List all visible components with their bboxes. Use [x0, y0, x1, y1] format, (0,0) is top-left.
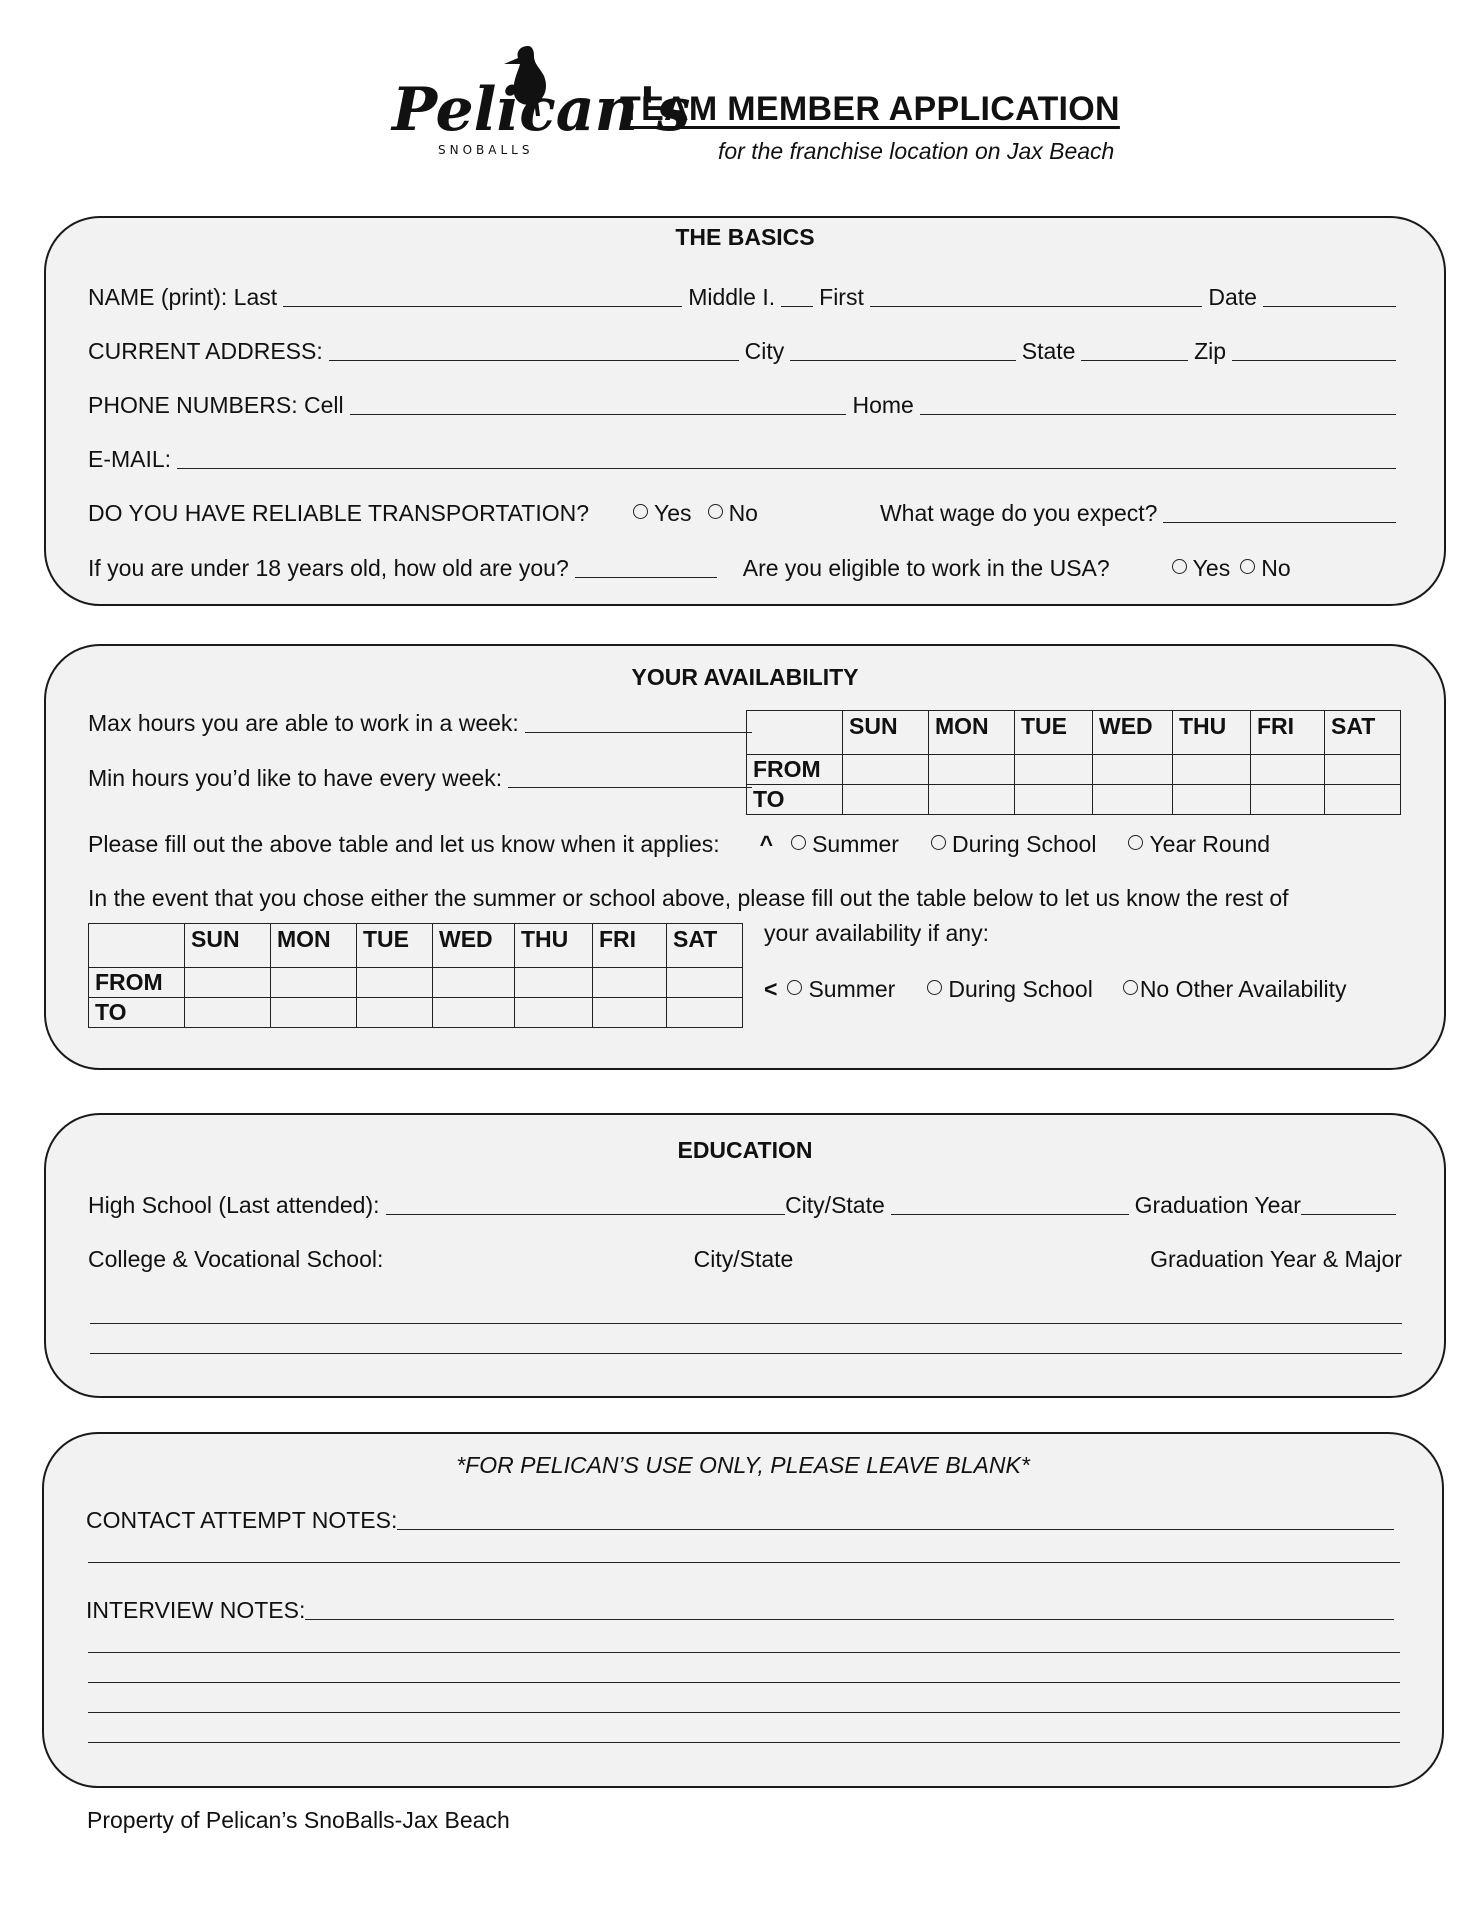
event-text-line2: your availability if any:	[764, 920, 989, 946]
home-label: Home	[852, 392, 914, 418]
interview-notes-label: INTERVIEW NOTES:	[86, 1597, 306, 1623]
logo-subtext: SNOBALLS	[438, 143, 534, 157]
address-row	[88, 335, 1402, 365]
eligible-no-option[interactable]: No	[1240, 555, 1290, 582]
college-row	[88, 1243, 1402, 1273]
table-row-from	[747, 755, 1401, 785]
radio-circle-icon[interactable]	[791, 835, 806, 850]
from-cell[interactable]	[1093, 755, 1173, 785]
to-cell[interactable]	[1015, 785, 1093, 815]
high-school-field[interactable]	[386, 1214, 786, 1215]
from-cell[interactable]	[667, 968, 743, 998]
applies-school-option[interactable]: During School	[931, 831, 1096, 858]
age-label: If you are under 18 years old, how old are you?	[88, 555, 569, 581]
day-header: SAT	[1325, 711, 1401, 755]
state-field[interactable]	[1081, 360, 1188, 361]
from-cell[interactable]	[1325, 755, 1401, 785]
wage-field[interactable]	[1163, 522, 1396, 523]
transport-row	[88, 497, 1402, 527]
hs-grad-field[interactable]	[1301, 1214, 1396, 1215]
address-label: CURRENT ADDRESS:	[88, 338, 323, 364]
interview-notes-line[interactable]	[88, 1712, 1400, 1713]
day-header: MON	[271, 924, 357, 968]
to-cell[interactable]	[1093, 785, 1173, 815]
no-other-availability-option[interactable]: No Other Availability	[1123, 976, 1347, 1003]
to-cell[interactable]	[929, 785, 1015, 815]
logo-text: Pelican's	[392, 75, 691, 145]
applies-row	[88, 828, 1402, 858]
from-cell[interactable]	[1173, 755, 1251, 785]
min-hours-row	[88, 762, 758, 792]
last-name-field[interactable]	[283, 306, 682, 307]
day-header: TUE	[1015, 711, 1093, 755]
interview-notes-line[interactable]	[88, 1682, 1400, 1683]
home-phone-field[interactable]	[920, 414, 1396, 415]
other-school-option[interactable]: During School	[927, 976, 1092, 1003]
pelicans-logo	[388, 42, 691, 160]
state-label: State	[1021, 338, 1076, 364]
to-cell[interactable]	[1173, 785, 1251, 815]
phone-label: PHONE NUMBERS: Cell	[88, 392, 344, 418]
availability-panel	[44, 644, 1446, 1070]
to-cell[interactable]	[667, 998, 743, 1028]
city-label: City	[744, 338, 785, 364]
radio-circle-icon[interactable]	[787, 980, 802, 995]
interview-notes-field[interactable]	[305, 1619, 1394, 1620]
to-cell[interactable]	[433, 998, 515, 1028]
contact-notes-field[interactable]	[397, 1529, 1394, 1530]
day-header: FRI	[1251, 711, 1325, 755]
middle-initial-field[interactable]	[781, 306, 813, 307]
table-header-row	[89, 924, 743, 968]
education-panel	[44, 1113, 1446, 1398]
college-grad-label: Graduation Year & Major	[1150, 1246, 1402, 1272]
eligible-yes-option[interactable]: Yes	[1172, 555, 1231, 582]
college-entry-line[interactable]	[90, 1353, 1402, 1354]
to-cell[interactable]	[1251, 785, 1325, 815]
day-header: THU	[515, 924, 593, 968]
hs-city-label: City/State	[785, 1192, 885, 1218]
hs-grad-label: Graduation Year	[1134, 1192, 1301, 1218]
applies-summer-option[interactable]: Summer	[791, 831, 899, 858]
wage-label: What wage do you expect?	[879, 500, 1158, 526]
college-entry-line[interactable]	[90, 1323, 1402, 1324]
day-header: TUE	[357, 924, 433, 968]
lt-marker: <	[764, 976, 778, 1002]
transport-label: DO YOU HAVE RELIABLE TRANSPORTATION?	[88, 500, 590, 526]
from-cell[interactable]	[515, 968, 593, 998]
availability-table-primary	[746, 710, 1401, 815]
from-cell[interactable]	[843, 755, 929, 785]
to-cell[interactable]	[515, 998, 593, 1028]
page-title: TEAM MEMBER APPLICATION	[620, 90, 1120, 128]
radio-circle-icon[interactable]	[1128, 835, 1143, 850]
radio-circle-icon[interactable]	[633, 504, 648, 519]
table-corner-cell	[89, 924, 185, 968]
college-label: College & Vocational School:	[88, 1246, 384, 1272]
radio-circle-icon[interactable]	[708, 504, 723, 519]
day-header: THU	[1173, 711, 1251, 755]
day-header: SAT	[667, 924, 743, 968]
table-row-from	[89, 968, 743, 998]
other-summer-option[interactable]: Summer	[787, 976, 895, 1003]
from-cell[interactable]	[185, 968, 271, 998]
transport-yes-option[interactable]: Yes	[633, 500, 692, 527]
hs-city-field[interactable]	[891, 1214, 1129, 1215]
caret-marker: ^	[759, 831, 774, 857]
first-label: First	[819, 284, 864, 310]
from-cell[interactable]	[271, 968, 357, 998]
day-header: FRI	[593, 924, 667, 968]
to-row-label: TO	[747, 785, 843, 815]
page-subtitle: for the franchise location on Jax Beach	[718, 138, 1115, 164]
contact-notes-row	[86, 1504, 1400, 1534]
college-city-label: City/State	[693, 1246, 794, 1272]
to-row-label: TO	[89, 998, 185, 1028]
to-cell[interactable]	[357, 998, 433, 1028]
day-header: MON	[929, 711, 1015, 755]
transport-no-option[interactable]: No	[708, 500, 758, 527]
table-header-row	[747, 711, 1401, 755]
min-hours-field[interactable]	[508, 787, 752, 788]
table-row-to	[89, 998, 743, 1028]
high-school-row	[88, 1189, 1402, 1219]
to-cell[interactable]	[271, 998, 357, 1028]
table-corner-cell	[747, 711, 843, 755]
max-hours-label: Max hours you are able to work in a week:	[88, 710, 519, 736]
high-school-label: High School (Last attended):	[88, 1192, 380, 1218]
education-title: EDUCATION	[677, 1137, 813, 1163]
to-cell[interactable]	[185, 998, 271, 1028]
middle-label: Middle I.	[688, 284, 776, 310]
min-hours-label: Min hours you’d like to have every week:	[88, 765, 503, 791]
radio-circle-icon[interactable]	[927, 980, 942, 995]
contact-notes-label: CONTACT ATTEMPT NOTES:	[86, 1507, 398, 1533]
email-field[interactable]	[177, 468, 1396, 469]
from-cell[interactable]	[1251, 755, 1325, 785]
basics-title: THE BASICS	[675, 224, 815, 250]
day-header: SUN	[185, 924, 271, 968]
date-field[interactable]	[1263, 306, 1396, 307]
to-cell[interactable]	[843, 785, 929, 815]
footer-text: Property of Pelican’s SnoBalls-Jax Beach	[87, 1807, 510, 1833]
contact-notes-line[interactable]	[88, 1562, 1400, 1563]
from-cell[interactable]	[593, 968, 667, 998]
radio-circle-icon[interactable]	[1240, 559, 1255, 574]
table-row-to	[747, 785, 1401, 815]
interview-notes-row	[86, 1594, 1400, 1624]
radio-circle-icon[interactable]	[1123, 980, 1138, 995]
zip-field[interactable]	[1232, 360, 1396, 361]
office-use-title: *FOR PELICAN’S USE ONLY, PLEASE LEAVE BLANK*	[456, 1452, 1030, 1478]
event-line-1	[88, 882, 1402, 912]
age-field[interactable]	[575, 577, 717, 578]
applies-label: Please fill out the above table and let us know when it applies:	[88, 831, 720, 857]
radio-circle-icon[interactable]	[931, 835, 946, 850]
city-field[interactable]	[790, 360, 1015, 361]
from-row-label: FROM	[747, 755, 843, 785]
age-row	[88, 552, 1402, 582]
from-cell[interactable]	[929, 755, 1015, 785]
email-row	[88, 443, 1402, 473]
basics-panel	[44, 216, 1446, 606]
zip-label: Zip	[1194, 338, 1227, 364]
radio-circle-icon[interactable]	[1172, 559, 1187, 574]
interview-notes-line[interactable]	[88, 1652, 1400, 1653]
from-cell[interactable]	[357, 968, 433, 998]
to-cell[interactable]	[593, 998, 667, 1028]
availability-table-secondary	[88, 923, 743, 1028]
to-cell[interactable]	[1325, 785, 1401, 815]
address-field[interactable]	[329, 360, 739, 361]
from-cell[interactable]	[433, 968, 515, 998]
email-label: E-MAIL:	[88, 446, 172, 472]
name-label: NAME (print): Last	[88, 284, 278, 310]
applies-year-round-option[interactable]: Year Round	[1128, 831, 1270, 858]
eligible-label: Are you eligible to work in the USA?	[742, 555, 1110, 581]
event-text-line1: In the event that you chose either the summer or school above, please fill out the table below to let us know the rest of	[88, 885, 1289, 911]
from-row-label: FROM	[89, 968, 185, 998]
availability-title: YOUR AVAILABILITY	[631, 664, 859, 690]
other-availability-row	[764, 973, 1402, 1003]
first-name-field[interactable]	[870, 306, 1203, 307]
day-header: SUN	[843, 711, 929, 755]
max-hours-row	[88, 707, 758, 737]
day-header: WED	[433, 924, 515, 968]
cell-phone-field[interactable]	[350, 414, 847, 415]
name-row	[88, 281, 1402, 311]
from-cell[interactable]	[1015, 755, 1093, 785]
date-label: Date	[1208, 284, 1257, 310]
day-header: WED	[1093, 711, 1173, 755]
event-line-2	[764, 917, 1402, 947]
phone-row	[88, 389, 1402, 419]
office-use-panel	[42, 1432, 1444, 1788]
interview-notes-line[interactable]	[88, 1742, 1400, 1743]
max-hours-field[interactable]	[525, 732, 752, 733]
